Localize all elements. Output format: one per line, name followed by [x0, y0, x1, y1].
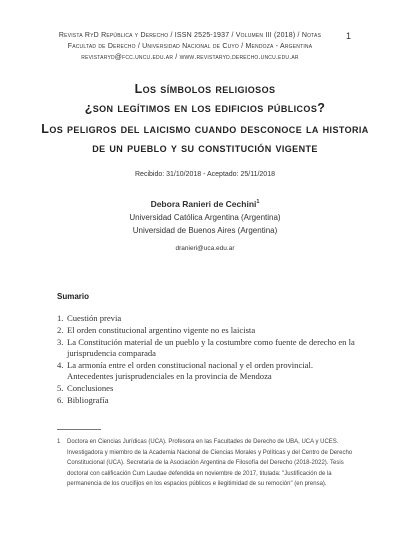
- item-text: El orden constitucional argentino vigente no es laicista: [67, 325, 256, 335]
- title-line-3: Los peligros del laicismo cuando desconoce la historia de un pueblo y su constitución vigente: [41, 122, 369, 155]
- page-number: 1: [346, 31, 352, 41]
- item-text: La Constitución material de un pueblo y la costumbre como fuente de derecho en la jurisprudencia comparada: [67, 337, 355, 358]
- article-title: [40, 80, 370, 158]
- received-accepted-dates: Recibido: 31/10/2018 - Aceptado: 25/11/2018: [135, 171, 275, 178]
- author-email[interactable]: dranieri@uca.edu.ar: [175, 244, 235, 252]
- footnote-divider: [57, 429, 101, 430]
- title-line-1: Los símbolos religiosos: [134, 82, 276, 96]
- author-block: [40, 196, 370, 254]
- list-item: [57, 383, 357, 394]
- item-number: 3.: [57, 337, 64, 347]
- header-line-1: Revista RyD República y Derecho / ISSN 2525-1937 / Volumen III (2018) / Notas: [58, 32, 322, 39]
- summary-list: [57, 313, 357, 407]
- item-number: 5.: [57, 383, 64, 393]
- author-footnote-mark[interactable]: 1: [256, 199, 260, 205]
- header-line-3: revistaryd@fcc.uncu.edu.ar / www.revistaryd.derecho.uncu.edu.ar: [81, 54, 299, 61]
- footnote: [57, 437, 355, 490]
- list-item: [57, 325, 357, 336]
- item-text: Conclusiones: [67, 383, 114, 393]
- list-item: [57, 313, 357, 324]
- item-number: 4.: [57, 360, 64, 370]
- author-name-text: Debora Ranieri de Cechini: [150, 198, 257, 209]
- item-text: Cuestión previa: [67, 313, 122, 323]
- footnote-text: Doctora en Ciencias Jurídicas (UCA). Profesora en las Facultades de Derecho de UBA, UCA y UCES. Investigadora y miembro de la Academia Nacional de Ciencias Morales y Políticas y del Centro de Derecho Constitucional (UCA). Secretaria de la Asociación Argentina de Filosofía del Derecho (2018-2022). Tesis doctoral con calificación Cum Laudae defendida en noviembre de 2017, titulada: "Justificación de la permanencia de los crucifijos en los espacios públicos e ilegitimidad de su remoción" (en prensa).: [67, 439, 353, 487]
- list-item: [57, 395, 357, 406]
- item-text: La armonía entre el orden constitucional nacional y el orden provincial. Antecedentes jurisprudenciales en la provincia de Mendoza: [67, 360, 314, 381]
- affiliation-1: Universidad Católica Argentina (Argentina): [129, 212, 281, 222]
- author-name: [40, 196, 370, 211]
- summary-heading: Sumario: [57, 292, 90, 301]
- list-item: [57, 360, 357, 382]
- item-text: Bibliografía: [67, 395, 109, 405]
- item-number: 6.: [57, 395, 64, 405]
- item-number: 2.: [57, 325, 64, 335]
- footnote-mark: 1: [57, 439, 61, 445]
- journal-header: [40, 30, 340, 63]
- list-item: [57, 337, 357, 359]
- header-line-2: Facultad de Derecho / Universidad Nacional de Cuyo / Mendoza - Argentina: [67, 43, 313, 50]
- title-line-2: ¿son legítimos en los edificios públicos?: [84, 101, 326, 115]
- item-number: 1.: [57, 313, 64, 323]
- affiliation-2: Universidad de Buenos Aires (Argentina): [132, 225, 278, 235]
